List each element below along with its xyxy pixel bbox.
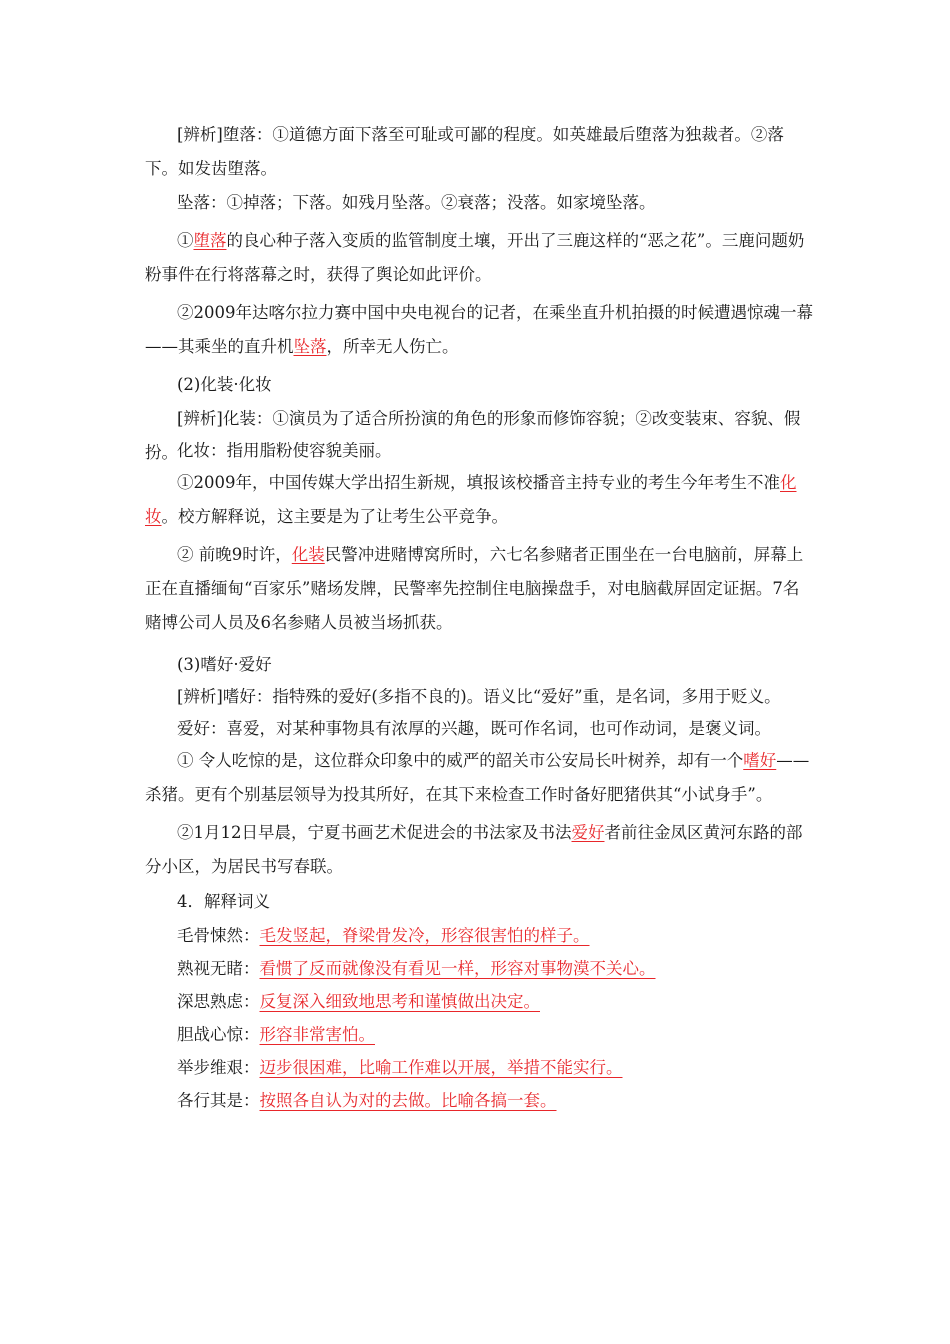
- example-text: 民警冲进赌博窝所时，六七名参赌者正围坐在一台电脑前，屏幕上正在直播缅甸“百家乐”赌场发牌，民警率先控制住电脑操盘手，对电脑截屏固定证据。7名赌博公司人员及6名参赌人员被当场抓获。: [145, 545, 804, 632]
- definition-row: [177, 1091, 557, 1111]
- example-text: ① 令人吃惊的是，这位群众印象中的威严的韶关市公安局长叶树养，却有一个: [177, 751, 744, 770]
- example-text: ②1月12日早晨，宁夏书画艺术促进会的书法家及书法: [177, 823, 572, 842]
- example-huazhuang-1: [145, 466, 815, 534]
- definition-term: 熟视无睹：: [177, 959, 260, 978]
- definition-term: 各行其是：: [177, 1091, 260, 1110]
- example-aihao-2: [145, 816, 815, 884]
- example-text: ——杀猪。更有个别基层领导为投其所好，在其下来检查工作时备好肥猪供其“小试身手”。: [145, 751, 810, 804]
- definition-term: 胆战心惊：: [177, 1025, 260, 1044]
- highlighted-answer: 坠落: [293, 337, 327, 356]
- analysis-text-cont: 如发齿堕落。: [178, 159, 277, 178]
- example-duoluo-2: [145, 296, 815, 364]
- analysis-text: 坠落：①掉落；下落。如残月坠落。②衰落；没落。如家境坠落。: [177, 193, 656, 212]
- definition-row: [177, 1058, 623, 1078]
- definition-answer: 反复深入细致地思考和谨慎做出决定。: [259, 992, 540, 1011]
- analysis-huazhuang-b: [145, 434, 815, 468]
- example-text: 的良心种子落入变质的监管制度土壤，开出了三鹿这样的“恶之花”。三鹿问题奶粉事件在行将落幕之时，获得了舆论如此评价。: [145, 231, 805, 284]
- example-shihao-1: [145, 744, 815, 812]
- analysis-zhuiluo: [145, 186, 815, 220]
- analysis-text: [辨析]化装：①演员为了适合所扮演的角色的形象而修饰容貌；②改变装束、容貌、假扮。: [145, 409, 801, 462]
- highlighted-answer: 化装: [291, 545, 325, 564]
- heading-huazhuang: [145, 368, 815, 402]
- section-heading: (3)嗜好·爱好: [177, 655, 272, 674]
- definition-row: [177, 926, 590, 946]
- definition-answer: 形容非常害怕。: [259, 1025, 375, 1044]
- example-text: 者前往金凤区黄河东路的部分小区，为居民书写春联。: [145, 823, 803, 876]
- analysis-text: 爱好：喜爱，对某种事物具有浓厚的兴趣，既可作名词，也可作动词，是褒义词。: [177, 719, 771, 738]
- definition-term: 深思熟虑：: [177, 992, 260, 1011]
- definition-answer: 看惯了反而就像没有看见一样，形容对事物漠不关心。: [259, 959, 656, 978]
- example-text: ①2009年，中国传媒大学出招生新规，填报该校播音主持专业的考生今年考生不准: [177, 473, 780, 492]
- analysis-text: 化妆：指用脂粉使容貌美丽。: [177, 441, 392, 460]
- analysis-text: [辨析]堕落：①道德方面下落至可耻或可鄙的程度。如英雄最后堕落为独裁者。②落下。: [145, 125, 784, 178]
- definition-row: [177, 959, 656, 979]
- example-duoluo-1: [145, 224, 815, 292]
- definition-row: [177, 1025, 375, 1045]
- section4-heading: [177, 892, 270, 912]
- definition-term: 毛骨悚然：: [177, 926, 260, 945]
- definition-answer: 毛发竖起，脊梁骨发冷，形容很害怕的样子。: [259, 926, 590, 945]
- analysis-aihao: [145, 712, 815, 746]
- definition-answer: 迈步很困难，比喻工作难以开展，举措不能实行。: [259, 1058, 623, 1077]
- analysis-text: [辨析]嗜好：指特殊的爱好(多指不良的)。语义比“爱好”重，是名词，多用于贬义。: [177, 687, 781, 706]
- definition-row: [177, 992, 540, 1012]
- section-heading: 4．解释词义: [177, 892, 270, 911]
- example-huazhuang-2: [145, 538, 815, 640]
- example-text: ①: [177, 231, 194, 250]
- example-text: ②2009年达喀尔拉力赛中国中央电视台的记者，在乘坐直升机拍摄的时候遭遇惊魂一幕——其乘坐的直升机: [145, 303, 813, 356]
- definition-answer: 按照各自认为对的去做。比喻各搞一套。: [259, 1091, 557, 1110]
- highlighted-answer: 爱好: [571, 823, 605, 842]
- heading-shihao: [145, 648, 815, 682]
- section-heading: (2)化装·化妆: [177, 375, 272, 394]
- definition-term: 举步维艰：: [177, 1058, 260, 1077]
- analysis-shihao: [145, 680, 815, 714]
- highlighted-answer: 嗜好: [743, 751, 777, 770]
- example-text: 。校方解释说，这主要是为了让考生公平竞争。: [161, 507, 508, 526]
- analysis-duoluo: [145, 118, 815, 186]
- example-text: ，所幸无人伤亡。: [326, 337, 459, 356]
- highlighted-answer: 堕落: [193, 231, 227, 250]
- highlighted-answer: 化妆: [145, 473, 797, 526]
- example-text: ② 前晚9时许，: [177, 545, 292, 564]
